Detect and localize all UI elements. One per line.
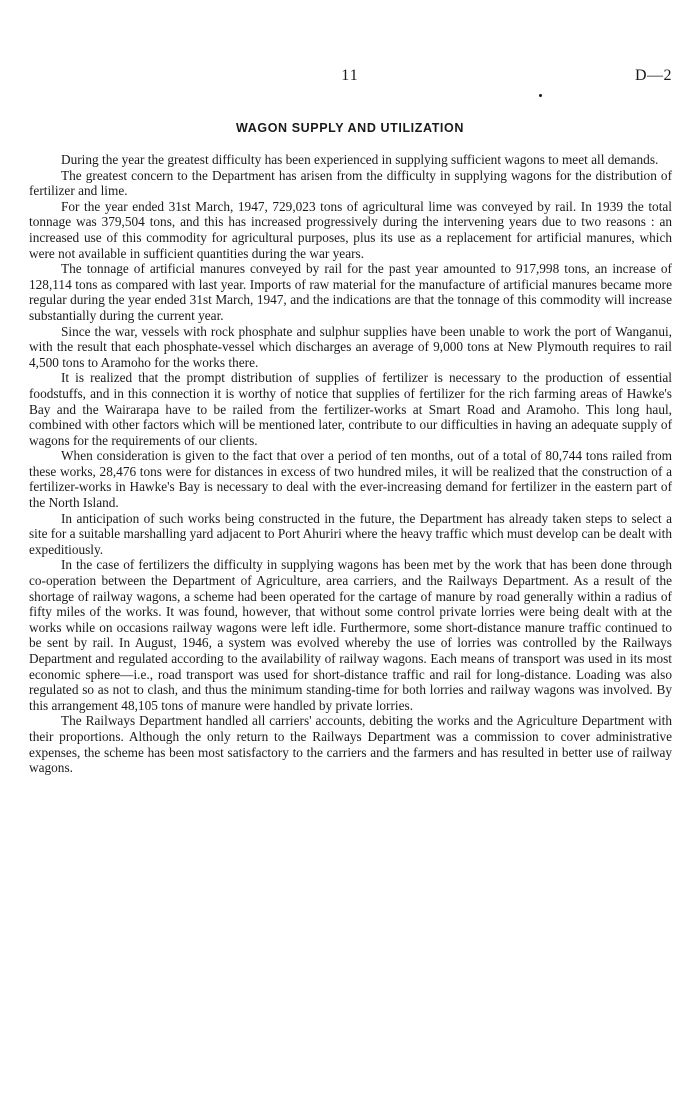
- page-number: 11: [341, 67, 359, 84]
- paragraph-hawkes-bay-works: When consideration is given to the fact that over a period of ten months, out of a total of 80,744 tons railed from these works, 28,476 tons were for distances in excess of two hundred miles, it will be realized that the construction of a fertilizer-works in Hawke's Bay is necessary to deal with the ever-increasing demand for fertilizer in the eastern part of the North Island.: [29, 448, 672, 511]
- body-text: [29, 152, 672, 776]
- paragraph-carriers-accounts: The Railways Department handled all carriers' accounts, debiting the works and the Agriculture Department with their proportions. Although the only return to the Railways Department was a commission to cover administrative expenses, the scheme has been most satisfactory to the carriers and the farmers and has resulted in better use of railway wagons.: [29, 713, 672, 776]
- paragraph-marshalling-yard: In anticipation of such works being constructed in the future, the Department has already taken steps to select a site for a suitable marshalling yard adjacent to Port Ahuriri where the heavy traffic which must develop can be dealt with expeditiously.: [29, 510, 672, 557]
- paragraph-distribution: It is realized that the prompt distribution of supplies of fertilizer is necessary to the production of essential foodstuffs, and in this connection it is worthy of notice that supplies of fertilizer for the rich farming areas of Hawke's Bay and the Wairarapa have to be railed from the fertilizer-works at Smart Road and Aramoho. This long haul, combined with other factors which will be mentioned later, contribute to our difficulties in having an adequate supply of wagons for the requirements of our clients.: [29, 370, 672, 448]
- paragraph-wagon-difficulty: During the year the greatest difficulty has been experienced in supplying sufficient wagons to meet all demands.: [61, 152, 659, 167]
- paragraph-lime-tonnage: For the year ended 31st March, 1947, 729,023 tons of agricultural lime was conveyed by rail. In 1939 the total tonnage was 379,504 tons, and this has increased progressively during the intervening years due to two reasons : an increased use of this commodity for agricultural purposes, plus its use as a replacement for artificial manures, which were not available in sufficient quantities during the war years.: [29, 198, 672, 261]
- report-code: D—2: [634, 67, 672, 84]
- paragraph-wanganui-port: Since the war, vessels with rock phosphate and sulphur supplies have been unable to work the port of Wanganui, with the result that each phosphate-vessel which discharges an average of 9,000 tons at New Plymouth requires to rail 4,500 tons to Aramoho for the works there.: [29, 323, 672, 370]
- section-title: WAGON SUPPLY AND UTILIZATION: [236, 121, 464, 135]
- paragraph-cooperation-scheme: In the case of fertilizers the difficulty in supplying wagons has been met by the work that has been done through co-operation between the Department of Agriculture, area carriers, and the Railways Department. As a result of the shortage of railway wagons, a scheme had been operated for the cartage of manure by road generally within a radius of fifty miles of the works. It was found, however, that without some control private lorries were being dealt with at the works while on occasions railway wagons were left idle. Furthermore, some short-distance manure traffic continued to be sent by rail. In August, 1946, a system was evolved whereby the use of lorries was controlled by the Railways Department and regulated according to the availability of railway wagons. Each means of transport was used in its most economic sphere—i.e., road transport was used for short-distance traffic and rail for long-distance. Loading was also regulated so as not to clash, and thus the minimum standing-time for both lorries and railway wagons was involved. By this arrangement 48,105 tons of manure were handled by private lorries.: [29, 557, 672, 713]
- ink-dot: [539, 94, 542, 97]
- paragraph-fertilizer-concern: The greatest concern to the Department has arisen from the difficulty in supplying wagons for the distribution of fertilizer and lime.: [29, 167, 672, 199]
- paragraph-manure-tonnage: The tonnage of artificial manures conveyed by rail for the past year amounted to 917,998 tons, an increase of 128,114 tons as compared with last year. Imports of raw material for the manufacture of artificial manures became more regular during the year ended 31st March, 1947, and the indications are that the tonnage of this commodity will increase substantially during the current year.: [29, 261, 672, 323]
